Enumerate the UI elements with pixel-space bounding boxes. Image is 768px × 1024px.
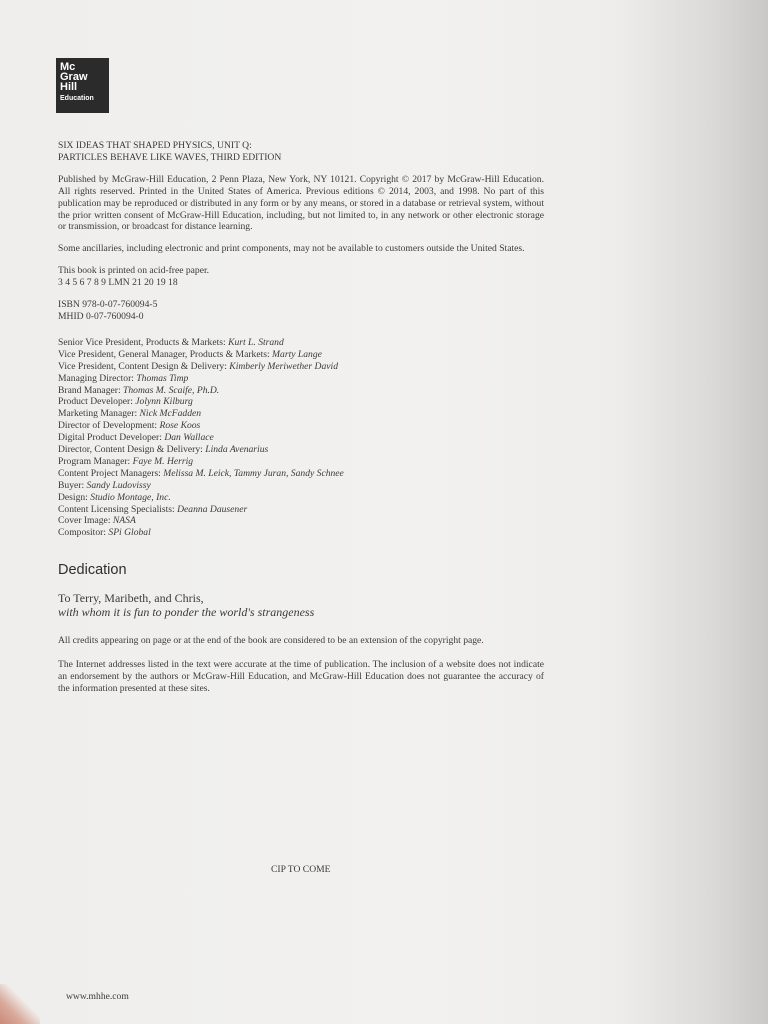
credit-name: Thomas M. Scaife, Ph.D.	[123, 384, 220, 396]
internet-note: The Internet addresses listed in the text were accurate at the time of publication. The inclusion of a website does not indicate an endorsement by the authors or McGraw-Hill Education, and McGraw-Hill Education does not guarantee the accuracy of the information presented at these sites.	[58, 659, 544, 694]
credit-row	[58, 444, 544, 456]
credit-row	[58, 373, 544, 385]
credit-name: Deanna Dausener	[177, 503, 248, 515]
credit-role: Vice President, Content Design & Delivery:	[58, 360, 227, 372]
credit-name: Thomas Timp	[136, 372, 189, 384]
credit-name: Sandy Ludovissy	[86, 479, 151, 491]
credits-list	[58, 337, 544, 539]
credit-role: Buyer:	[58, 479, 85, 491]
paper-note: This book is printed on acid-free paper.	[58, 265, 210, 277]
credit-role: Program Manager:	[58, 455, 131, 467]
credit-row	[58, 385, 544, 397]
dedication-heading: Dedication	[58, 562, 127, 579]
credit-name: Jolynn Kilburg	[135, 396, 193, 408]
credit-role: Digital Product Developer:	[58, 432, 162, 444]
printing-info	[58, 265, 544, 289]
book-title-line-1: SIX IDEAS THAT SHAPED PHYSICS, UNIT Q:	[58, 140, 252, 151]
publishing-info: Published by McGraw-Hill Education, 2 Penn Plaza, New York, NY 10121. Copyright © 2017 by McGraw-Hill Education. All rights reserved. Printed in the United States of America. Previous editions © 2014, 2003, and 1998. No part of this publication may be reproduced or distributed in any form or by any means, or stored in a database or retrieval system, without the prior written consent of McGraw-Hill Education, including, but not limited to, in any network or other electronic storage or transmission, or broadcast for distance learning.	[58, 173, 544, 233]
credit-name: Studio Montage, Inc.	[90, 491, 171, 503]
credit-row	[58, 408, 544, 420]
credit-name: Melissa M. Leick, Tammy Juran, Sandy Schnee	[163, 467, 344, 479]
identifiers	[58, 299, 544, 323]
credit-role: Content Project Managers:	[58, 467, 161, 479]
credit-row	[58, 432, 544, 444]
cip-note: CIP TO COME	[271, 864, 331, 875]
isbn: ISBN 978-0-07-760094-5	[58, 299, 158, 311]
credit-name: Linda Avenarius	[205, 444, 269, 456]
credit-name: NASA	[112, 515, 136, 527]
credit-name: Marty Lange	[272, 348, 322, 360]
credit-role: Product Developer:	[58, 396, 133, 408]
dedication-with: with whom it is fun to ponder the world's strangeness	[58, 605, 315, 620]
copyright-content	[58, 140, 544, 705]
credit-row	[58, 480, 544, 492]
credit-row	[58, 492, 544, 504]
credit-role: Managing Director:	[58, 372, 134, 384]
credit-row	[58, 349, 544, 361]
ancillaries-note: Some ancillaries, including electronic and print components, may not be available to customers outside the United States.	[58, 243, 525, 255]
credit-role: Vice President, General Manager, Products & Markets:	[58, 348, 270, 360]
credit-row	[58, 515, 544, 527]
credit-role: Brand Manager:	[58, 384, 121, 396]
credit-row	[58, 361, 544, 373]
credit-row	[58, 456, 544, 468]
credits-note: All credits appearing on page or at the end of the book are considered to be an extension of the copyright page.	[58, 635, 484, 647]
credit-name: Rose Koos	[159, 420, 201, 432]
mhid: MHID 0-07-760094-0	[58, 310, 144, 322]
credit-role: Senior Vice President, Products & Markets:	[58, 336, 226, 348]
page-corner	[0, 984, 40, 1024]
credit-name: Kimberly Meriwether David	[229, 360, 339, 372]
credit-role: Director, Content Design & Delivery:	[58, 444, 203, 456]
credit-role: Director of Development:	[58, 420, 158, 432]
credit-row	[58, 527, 544, 539]
website-link[interactable]: www.mhhe.com	[66, 991, 129, 1002]
logo-word-3: Hill	[60, 81, 78, 93]
book-title-line-2: PARTICLES BEHAVE LIKE WAVES, THIRD EDITION	[58, 151, 282, 163]
credit-role: Compositor:	[58, 527, 106, 539]
credit-name: Dan Wallace	[164, 432, 214, 444]
mcgraw-hill-logo	[56, 58, 109, 113]
credit-row	[58, 468, 544, 480]
credit-name: Faye M. Herrig	[132, 455, 194, 467]
credit-role: Content Licensing Specialists:	[58, 503, 175, 515]
credit-name: Nick McFadden	[139, 408, 202, 420]
credit-name: SPi Global	[108, 527, 151, 539]
credit-name: Kurt L. Strand	[228, 336, 284, 348]
credit-row	[58, 420, 544, 432]
credit-row	[58, 337, 544, 349]
credit-row	[58, 396, 544, 408]
book-title	[58, 140, 544, 164]
credit-row	[58, 504, 544, 516]
print-line: 3 4 5 6 7 8 9 LMN 21 20 19 18	[58, 277, 178, 289]
credit-role: Design:	[58, 491, 88, 503]
logo-word-1: Mc	[60, 61, 76, 73]
credit-role: Marketing Manager:	[58, 408, 138, 420]
credit-role: Cover Image:	[58, 515, 111, 527]
show-through-text	[300, 85, 316, 147]
dedication-to: To Terry, Maribeth, and Chris,	[58, 591, 204, 606]
logo-subtitle: Education	[60, 95, 94, 102]
logo-word-2: Graw	[60, 71, 88, 83]
